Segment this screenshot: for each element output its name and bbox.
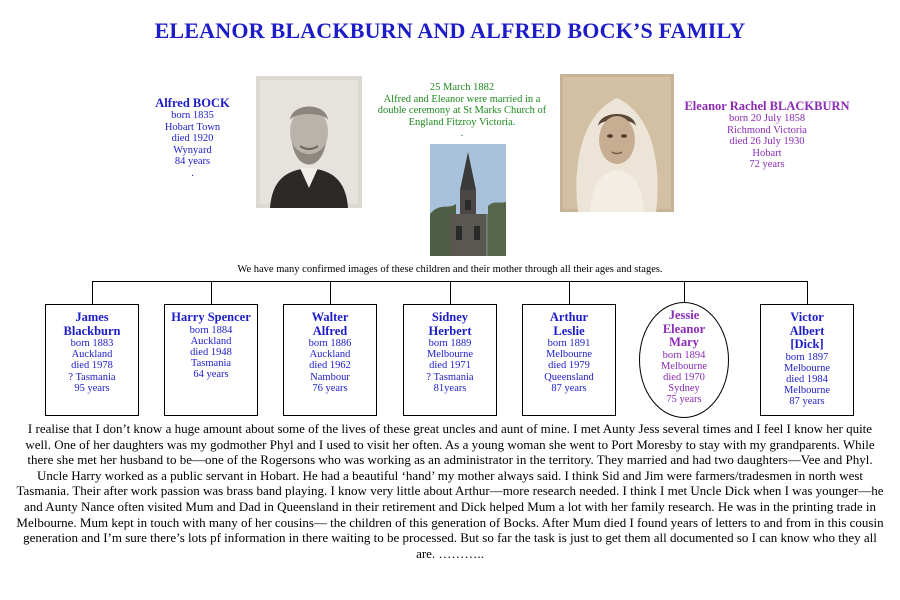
marriage-line: double ceremony at St Marks Church of (377, 105, 547, 116)
child-line: 76 years (312, 382, 348, 394)
child-line: Auckland (309, 349, 351, 361)
alfred-portrait-photo (256, 76, 362, 208)
child-name: Mary (669, 335, 699, 349)
child-line: Auckland (71, 349, 113, 361)
child-name: Harry Spencer (171, 310, 251, 324)
alfred-line: died 1920 (171, 133, 214, 144)
eleanor-line: died 26 July 1930 (729, 136, 805, 147)
child-line: died 1962 (309, 360, 351, 372)
child-line: Queensland (544, 371, 594, 383)
child-line: Melbourne (660, 360, 708, 372)
tree-connector-line (330, 281, 331, 304)
tree-connector-line (211, 281, 212, 304)
eleanor-info (672, 99, 862, 171)
child-line: born 1886 (308, 338, 352, 349)
child-name: Leslie (553, 323, 585, 338)
child-line: died 1971 (429, 360, 471, 372)
marriage-line: . (460, 128, 464, 139)
marriage-line: England Fitzroy Victoria. (408, 116, 516, 128)
child-line: 64 years (193, 369, 229, 381)
child-line: Sydney (668, 383, 700, 395)
child-name: Blackburn (63, 323, 121, 338)
child-line: Melbourne (783, 362, 831, 374)
child-line: born 1894 (662, 349, 706, 361)
child-line: died 1948 (190, 346, 232, 358)
marriage-line: Alfred and Eleanor were married in a (383, 93, 541, 105)
child-name: [Dick] (790, 337, 824, 351)
images-note: We have many confirmed images of these children and their mother through all their ages and stages. (237, 264, 663, 275)
alfred-line: . (191, 167, 194, 179)
child-box-harry (164, 304, 258, 416)
child-line: Melbourne (545, 349, 593, 361)
child-name: Victor (790, 310, 824, 324)
child-line: born 1884 (189, 324, 233, 336)
alfred-line: Wynyard (173, 144, 212, 156)
narrative-paragraph: I realise that I don’t know a huge amount about some of the lives of these great uncles and aunt of mine. I met Aunty Jess several times and I feel I know her quite well. One of her daughters was my godmother Phyl and I used to visit her often. As a young woman she went to Port Moresby to stay with my grandparents. While there she met her husband to be—one of the Rogersons who was working as an administrator in the territory. They married and had two daughters—Vee and Phyl. Uncle Harry worked as a public servant in Hobart. He had a beautiful ‘hand’ my mother always said. I think Sid and Jim were farmers/tradesmen in north west Tasmania. Their after work passion was brass band playing. I know very little about Arthur—more research needed. I think I met Uncle Dick when I was younger—he and Aunty Nance often visited Mum and Dad in Queensland in their retirement and Dick helped Mum a lot with her family research. He was in the printing trade in Melbourne. Mum kept in touch with many of her cousins— the children of this generation of Bocks. After Mum died I found years of letters to and from in this cousin generation and I’m sure there’s lots pf information in there waiting to be processed. But so far the task is just to get them all documented so I can know who they all are. ……….. (16, 421, 884, 561)
child-line: Melbourne (783, 385, 831, 397)
eleanor-line: Richmond Victoria (727, 124, 807, 136)
child-name: Arthur (549, 310, 589, 324)
tree-connector-line (569, 281, 570, 304)
child-name: Alfred (312, 323, 348, 338)
tree-connector-line (807, 281, 808, 304)
child-box-jessie (639, 302, 729, 418)
eleanor-name: Eleanor Rachel BLACKBURN (684, 99, 850, 113)
child-box-walter (283, 304, 377, 416)
eleanor-line: born 20 July 1858 (728, 113, 806, 124)
child-line: born 1891 (547, 338, 591, 349)
child-line: born 1889 (428, 338, 472, 349)
child-line: 81years (433, 382, 467, 394)
child-name: Herbert (428, 323, 472, 338)
child-box-arthur (522, 304, 616, 416)
marriage-line: 25 March 1882 (429, 82, 495, 93)
child-line: Nambour (310, 371, 350, 383)
child-line: ? Tasmania (68, 371, 116, 383)
child-line: died 1984 (786, 373, 828, 385)
child-line: born 1883 (70, 338, 114, 349)
eleanor-portrait-photo (560, 74, 674, 212)
church-photo (430, 144, 506, 256)
child-line: died 1970 (663, 371, 705, 383)
alfred-line: 84 years (174, 156, 211, 167)
child-line: Melbourne (426, 349, 474, 361)
child-line: died 1979 (548, 360, 590, 372)
child-line: born 1897 (785, 351, 829, 363)
alfred-line: Hobart Town (164, 121, 221, 133)
alfred-info (130, 96, 255, 179)
child-line: 87 years (789, 396, 825, 408)
tree-connector-line (450, 281, 451, 304)
child-name: Eleanor (662, 321, 706, 336)
child-line: 87 years (551, 382, 587, 394)
child-box-james (45, 304, 139, 416)
child-line: ? Tasmania (426, 371, 474, 383)
child-line: Auckland (190, 335, 232, 347)
alfred-name: Alfred BOCK (155, 96, 230, 110)
alfred-line: born 1835 (171, 110, 214, 121)
eleanor-line: 72 years (749, 159, 785, 170)
child-line: 95 years (74, 382, 110, 394)
tree-connector-line (684, 281, 685, 303)
page-title: ELEANOR BLACKBURN AND ALFRED BOCK’S FAMILY (154, 18, 746, 43)
child-line: 75 years (666, 394, 702, 406)
child-name: Jessie (668, 308, 700, 322)
tree-connector-line (92, 281, 93, 304)
marriage-note (373, 82, 551, 140)
child-name: Albert (789, 323, 825, 338)
child-line: died 1978 (71, 360, 113, 372)
child-name: Walter (311, 310, 349, 324)
child-line: Tasmania (190, 358, 232, 370)
eleanor-line: Hobart (752, 147, 782, 159)
child-name: James (75, 310, 109, 324)
child-box-sidney (403, 304, 497, 416)
child-name: Sidney (431, 310, 469, 324)
child-box-victor (760, 304, 854, 416)
